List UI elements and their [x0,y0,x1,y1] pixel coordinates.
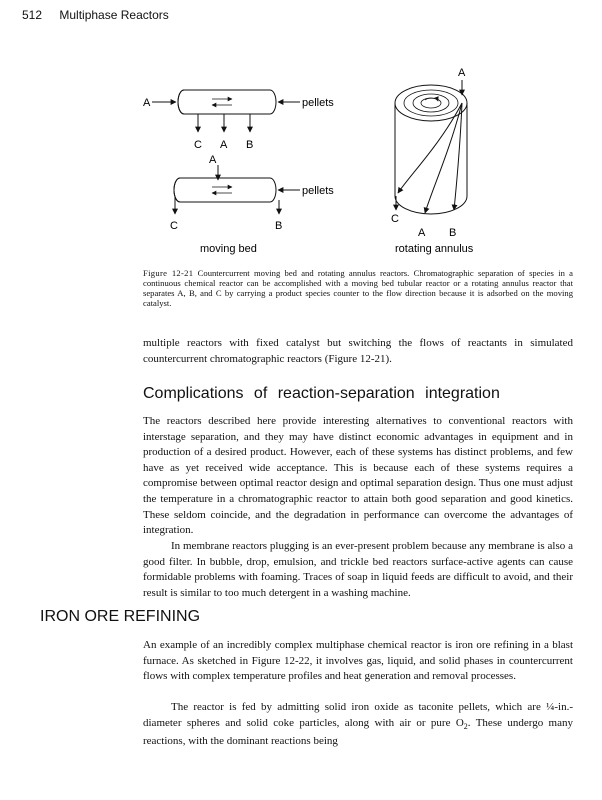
outlet-label-b-bottom: B [275,220,283,232]
page-number: 512 [22,8,43,22]
annulus-outlet-a: A [418,227,426,239]
annulus-outlet-c: C [391,213,399,225]
outlet-label-c-top: C [194,139,202,151]
paragraph-blast-furnace: An example of an incredibly complex multiphase chemical reactor is iron ore refining in a blast furnace. As sketched in Figure 12-22, it involves gas, liquid, and solid phases in countercurrent flows with complex temperature profiles and heat generation and removal processes. [143,639,573,683]
paragraph-reactor-feed: The reactor is fed by admitting solid iron oxide as taconite pellets, which are ¼-in.-diameter spheres and solid coke particles, along with air or pure $O_2$. These undergo many reactions, with the dominant reactions being [143,701,573,748]
tube-top [178,90,276,114]
running-title: Multiphase Reactors [59,8,169,22]
feed-label-a: A [143,97,151,109]
figure-number: Figure 12-21 [143,268,194,278]
figure-12-21 [0,0,602,265]
rotating-annulus-diagram [391,67,474,255]
paragraph-membrane-plugging: In membrane reactors plugging is an ever-present problem because any membrane is also a good filter. In bubble, drop, emulsion, and trickle bed reactors surface-active agents can cause formidable problems with foaming. Traces of soap in liquid feeds are difficult to avoid, and their result is similar to too much detergent in a washing machine. [143,540,573,599]
quarter-fraction: ¼ [546,701,555,713]
pellets-label-top: pellets [302,97,334,109]
moving-bed-diagram [143,90,334,255]
section-heading-complications: Complications of reaction-separation integration [143,385,500,402]
caption-line-1: Countercurrent moving bed and rotating annulus reactors. Chromatographic separation of species [197,268,554,278]
outlet-label-c-bottom: C [170,220,178,232]
moving-bed-caption: moving bed [200,243,257,255]
pellets-label-bottom: pellets [302,185,334,197]
caption-line-2: in a continuous chemical reactor can be accomplished with a moving bed tubular reactor or a rotating annulus [143,268,573,288]
annulus-feed-label-a: A [458,67,466,79]
caption-line-4: adsorbed on the moving catalyst. [143,288,573,308]
outlet-label-b-top: B [246,139,254,151]
caption-line-3: reactor that separates A, B, and C by carrying a product species counter to the flow direction because it is [143,278,574,298]
rotating-annulus-caption: rotating annulus [395,243,474,255]
subscript-2: 2 [463,721,468,731]
paragraph-reactors-described: The reactors described here provide interesting alternatives to conventional reactors with interstage separation, and they may have distinct economic advantages in equipment and in production of a desired product. However, each of these systems has distinct problems, and few have as yet received wide acceptance. This is because each of these systems requires a compromise between optimal reactor design and optimal separation design. Thus one must adjust the temperature in a chromatographic reactor to attain both good separation and good kinetics. These seldom coincide, and the degradation in performance can overcome the advantages of integration. [143,415,573,537]
paragraph-simulated-countercurrent: multiple reactors with fixed catalyst but switching the flows of reactants in simulated countercurrent chromatographic reactors (Figure 12-21). [143,337,573,365]
section-heading-iron-ore: IRON ORE REFINING [40,608,201,625]
tube-bottom [174,178,276,202]
inlet-label-a: A [209,154,217,166]
outlet-label-a-top: A [220,139,228,151]
figure-caption [143,268,573,308]
annulus-outlet-b: B [449,227,457,239]
